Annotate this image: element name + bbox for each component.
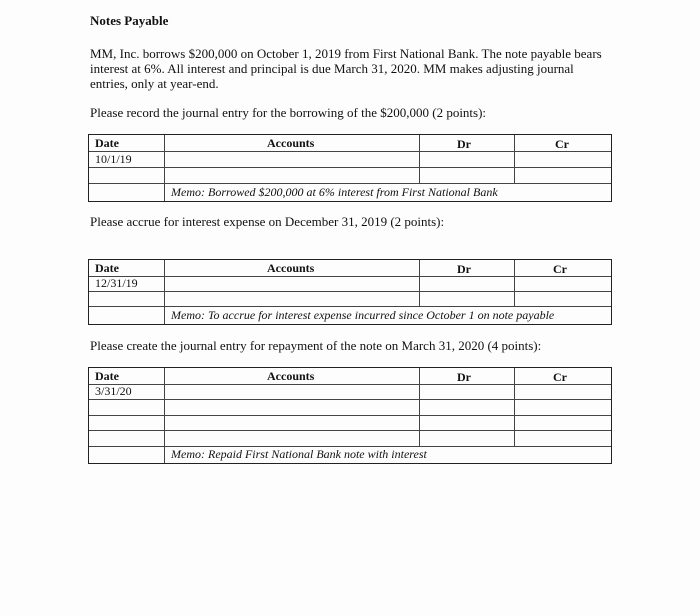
- entry-memo: Memo: To accrue for interest expense incurred since October 1 on note payable: [171, 308, 555, 322]
- entry-date: 10/1/19: [95, 152, 132, 166]
- debit-cell[interactable]: [420, 277, 514, 291]
- date-header: Date: [95, 261, 119, 275]
- accounts-header: Accounts: [267, 136, 315, 150]
- entry-date: 3/31/20: [95, 384, 132, 398]
- accounts-header: Accounts: [267, 261, 315, 275]
- credit-cell[interactable]: [515, 277, 610, 291]
- account-cell[interactable]: [165, 152, 419, 167]
- debit-cell[interactable]: [420, 385, 514, 399]
- debit-header: Dr: [457, 262, 471, 276]
- journal-table-2: [88, 259, 612, 325]
- debit-cell[interactable]: [420, 152, 514, 167]
- credit-header: Cr: [553, 262, 567, 276]
- question-3-prompt: Please create the journal entry for repayment of the note on March 31, 2020 (4 points):: [90, 338, 542, 353]
- page-title: Notes Payable: [90, 13, 169, 28]
- entry-memo: Memo: Borrowed $200,000 at 6% interest from First National Bank: [171, 185, 498, 199]
- credit-header: Cr: [553, 370, 567, 384]
- entry-date: 12/31/19: [95, 276, 138, 290]
- credit-header: Cr: [555, 137, 569, 151]
- question-1-prompt: Please record the journal entry for the borrowing of the $200,000 (2 points):: [90, 105, 487, 120]
- credit-cell[interactable]: [515, 385, 610, 399]
- account-cell[interactable]: [165, 277, 419, 291]
- journal-table-3: [88, 367, 612, 464]
- question-2-prompt: Please accrue for interest expense on December 31, 2019 (2 points):: [90, 214, 445, 229]
- debit-header: Dr: [457, 137, 471, 151]
- entry-memo: Memo: Repaid First National Bank note with interest: [171, 447, 427, 461]
- date-header: Date: [95, 136, 119, 150]
- problem-description: MM, Inc. borrows $200,000 on October 1, 2019 from First National Bank. The note payable bears interest at 6%. All interest and principal is due March 31, 2020. MM makes adjusting journal entries, only at year-end.: [90, 46, 602, 91]
- account-cell[interactable]: [165, 385, 419, 399]
- credit-cell[interactable]: [515, 152, 610, 167]
- accounts-header: Accounts: [267, 369, 315, 383]
- debit-header: Dr: [457, 370, 471, 384]
- date-header: Date: [95, 369, 119, 383]
- journal-table-1: [88, 134, 612, 202]
